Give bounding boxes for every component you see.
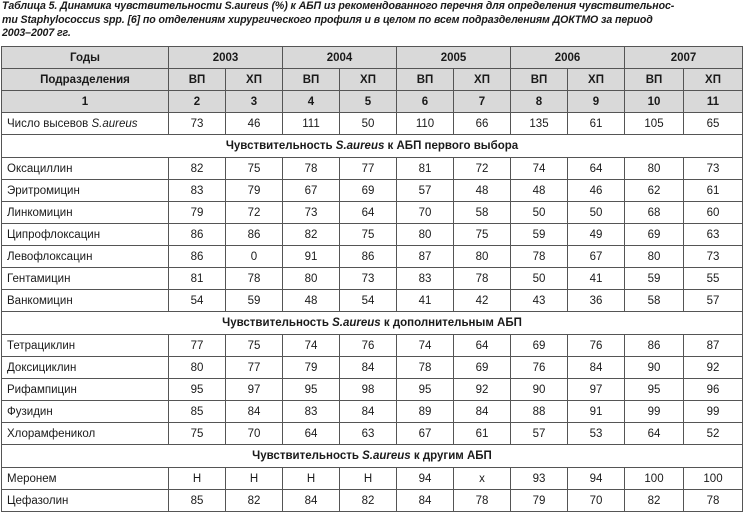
sensitivity-value: 89 (397, 401, 454, 423)
sensitivity-value: 57 (511, 423, 568, 445)
sensitivity-value: 92 (684, 357, 743, 379)
sensitivity-value: 69 (511, 335, 568, 357)
table-row (2, 158, 743, 180)
section-title-prefix: Чувствительность (252, 450, 363, 462)
antibiotic-name: Доксициклин (2, 357, 169, 379)
table-row (2, 224, 743, 246)
sensitivity-value: 92 (454, 379, 511, 401)
sensitivity-value: 82 (226, 490, 283, 512)
unit-header: ВП (625, 69, 684, 91)
sensitivity-value: 77 (340, 158, 397, 180)
isolates-value: 73 (169, 113, 226, 135)
sensitivity-value: 50 (568, 202, 625, 224)
section-title-suffix: к другим АБП (410, 450, 492, 462)
section-header-row (2, 135, 743, 158)
sensitivity-value: Н (169, 468, 226, 490)
sensitivity-value: 48 (283, 290, 340, 312)
section-title-prefix: Чувствительность (225, 140, 336, 152)
antibiotic-name: Эритромицин (2, 180, 169, 202)
sensitivity-value: 49 (568, 224, 625, 246)
unit-header: ХП (340, 69, 397, 91)
sensitivity-value: 91 (283, 246, 340, 268)
sensitivity-value: 48 (454, 180, 511, 202)
column-number: 4 (283, 91, 340, 113)
sensitivity-value: 76 (511, 357, 568, 379)
sensitivity-value: 63 (684, 224, 743, 246)
isolates-value: 110 (397, 113, 454, 135)
isolates-value: 66 (454, 113, 511, 135)
sensitivity-value: 80 (625, 158, 684, 180)
sensitivity-value: 73 (684, 158, 743, 180)
sensitivity-value: 90 (625, 357, 684, 379)
sensitivity-value: 54 (169, 290, 226, 312)
sensitivity-value: 80 (625, 246, 684, 268)
sensitivity-value: 95 (169, 379, 226, 401)
sensitivity-value: 70 (226, 423, 283, 445)
sensitivity-value: 84 (340, 357, 397, 379)
isolates-value: 46 (226, 113, 283, 135)
caption-line-2: ти Staphylococcus spp. [6] по отделениям хирургического профиля и в целом по всем подразделениям ДОКТМО за период (2, 13, 653, 26)
sensitivity-value: 79 (169, 202, 226, 224)
table-row (2, 290, 743, 312)
column-number: 8 (511, 91, 568, 113)
section-title-suffix: к дополнительным АБП (380, 317, 522, 329)
sensitivity-value: 67 (568, 246, 625, 268)
column-number: 3 (226, 91, 283, 113)
sensitivity-value: 75 (226, 158, 283, 180)
table-row (2, 423, 743, 445)
sensitivity-value: 86 (226, 224, 283, 246)
sensitivity-value: 87 (397, 246, 454, 268)
sensitivity-value: 43 (511, 290, 568, 312)
table-row (2, 379, 743, 401)
header-units-row (2, 69, 743, 91)
antibiotic-name: Ванкомицин (2, 290, 169, 312)
sensitivity-value: 73 (340, 268, 397, 290)
sensitivity-value: 97 (568, 379, 625, 401)
sensitivity-value: 78 (684, 490, 743, 512)
sensitivity-value: 48 (511, 180, 568, 202)
antibiotic-name: Цефазолин (2, 490, 169, 512)
sensitivity-value: 100 (625, 468, 684, 490)
sensitivity-value: 58 (625, 290, 684, 312)
sensitivity-value: 50 (511, 202, 568, 224)
isolates-value: 135 (511, 113, 568, 135)
sensitivity-value: 75 (454, 224, 511, 246)
sensitivity-value: 60 (684, 202, 743, 224)
sensitivity-value: 86 (169, 246, 226, 268)
sensitivity-value: 78 (397, 357, 454, 379)
sensitivity-value: 94 (397, 468, 454, 490)
sensitivity-value: 50 (511, 268, 568, 290)
sensitivity-value: 64 (454, 335, 511, 357)
sensitivity-value: Н (340, 468, 397, 490)
antibiotic-name: Фузидин (2, 401, 169, 423)
table-row (2, 268, 743, 290)
isolates-row (2, 113, 743, 135)
sensitivity-value: 85 (169, 401, 226, 423)
sensitivity-value: 80 (169, 357, 226, 379)
sensitivity-value: 100 (684, 468, 743, 490)
unit-header: ХП (684, 69, 743, 91)
sensitivity-value: 84 (397, 490, 454, 512)
sensitivity-value: 75 (340, 224, 397, 246)
column-number: 6 (397, 91, 454, 113)
column-number: 9 (568, 91, 625, 113)
unit-header: ХП (454, 69, 511, 91)
sensitivity-value: 64 (340, 202, 397, 224)
sensitivity-value: 59 (226, 290, 283, 312)
antibiotic-name: Хлорамфеникол (2, 423, 169, 445)
sensitivity-value: 86 (169, 224, 226, 246)
sensitivity-value: 73 (684, 246, 743, 268)
sensitivity-value: 88 (511, 401, 568, 423)
sensitivity-value: 75 (226, 335, 283, 357)
sensitivity-value: 78 (226, 268, 283, 290)
sensitivity-value: 74 (283, 335, 340, 357)
sensitivity-value: 78 (454, 490, 511, 512)
sensitivity-value: 68 (625, 202, 684, 224)
sensitivity-value: 82 (340, 490, 397, 512)
sensitivity-value: 80 (454, 246, 511, 268)
sensitivity-value: 63 (340, 423, 397, 445)
sensitivity-value: 69 (625, 224, 684, 246)
column-number: 10 (625, 91, 684, 113)
sensitivity-value: 87 (684, 335, 743, 357)
column-number: 2 (169, 91, 226, 113)
year-header: 2003 (169, 47, 283, 69)
sensitivity-value: 80 (283, 268, 340, 290)
sensitivity-value: 95 (625, 379, 684, 401)
year-header: 2006 (511, 47, 625, 69)
sensitivity-value: 61 (684, 180, 743, 202)
table-row (2, 468, 743, 490)
sensitivity-value: 81 (397, 158, 454, 180)
sensitivity-value: 86 (340, 246, 397, 268)
sensitivity-value: 81 (169, 268, 226, 290)
units-label: Подразделения (2, 69, 169, 91)
sensitivity-value: 84 (340, 401, 397, 423)
sensitivity-value: Н (283, 468, 340, 490)
sensitivity-value: 59 (625, 268, 684, 290)
sensitivity-value: 97 (226, 379, 283, 401)
isolates-value: 111 (283, 113, 340, 135)
sensitivity-value: 99 (625, 401, 684, 423)
isolates-label-organism: S.aureus (91, 117, 138, 130)
sensitivity-value: 0 (226, 246, 283, 268)
sensitivity-value: 42 (454, 290, 511, 312)
antibiotic-name: Тетрациклин (2, 335, 169, 357)
sensitivity-value: 76 (340, 335, 397, 357)
antibiotic-name: Левофлоксацин (2, 246, 169, 268)
sensitivity-value: 83 (169, 180, 226, 202)
sensitivity-value: 62 (625, 180, 684, 202)
sensitivity-value: 52 (684, 423, 743, 445)
sensitivity-value: 74 (397, 335, 454, 357)
header-years-row (2, 47, 743, 69)
sensitivity-value: 91 (568, 401, 625, 423)
sensitivity-value: 98 (340, 379, 397, 401)
section-title (2, 445, 743, 468)
sensitivity-value: 83 (397, 268, 454, 290)
antibiotic-name: Гентамицин (2, 268, 169, 290)
sensitivity-value: 84 (226, 401, 283, 423)
column-number: 5 (340, 91, 397, 113)
table-caption (2, 0, 740, 41)
sensitivity-value: 72 (454, 158, 511, 180)
sensitivity-value: 72 (226, 202, 283, 224)
sensitivity-value: 64 (283, 423, 340, 445)
section-title (2, 135, 743, 158)
table-row (2, 202, 743, 224)
isolates-label-prefix: Число высевов (7, 117, 92, 130)
table-row (2, 490, 743, 512)
sensitivity-value: 78 (454, 268, 511, 290)
caption-line-1: Таблица 5. Динамика чувствительности S.aureus (%) к АБП из рекомендованного перечня для определения чувствительнос- (2, 0, 675, 12)
sensitivity-value: 76 (568, 335, 625, 357)
sensitivity-value: 41 (568, 268, 625, 290)
section-title-organism: S.aureus (335, 140, 385, 152)
sensitivity-value: 74 (511, 158, 568, 180)
section-header-row (2, 445, 743, 468)
sensitivity-value: 55 (684, 268, 743, 290)
sensitivity-value: 77 (169, 335, 226, 357)
unit-header: ХП (568, 69, 625, 91)
year-header: 2005 (397, 47, 511, 69)
sensitivity-value: 54 (340, 290, 397, 312)
sensitivity-value: 79 (283, 357, 340, 379)
unit-header: ВП (283, 69, 340, 91)
sensitivity-value: 84 (568, 357, 625, 379)
sensitivity-value: 79 (511, 490, 568, 512)
isolates-value: 50 (340, 113, 397, 135)
unit-header: ВП (511, 69, 568, 91)
sensitivity-value: 61 (454, 423, 511, 445)
sensitivity-value: 78 (283, 158, 340, 180)
sensitivity-value: 58 (454, 202, 511, 224)
sensitivity-value: 99 (684, 401, 743, 423)
sensitivity-value: 77 (226, 357, 283, 379)
isolates-value: 65 (684, 113, 743, 135)
table-row (2, 180, 743, 202)
isolates-label (2, 113, 169, 135)
sensitivity-value: 67 (283, 180, 340, 202)
sensitivity-value: 94 (568, 468, 625, 490)
column-number: 1 (2, 91, 169, 113)
sensitivity-value: 83 (283, 401, 340, 423)
sensitivity-value: 57 (684, 290, 743, 312)
unit-header: ВП (397, 69, 454, 91)
sensitivity-table (1, 46, 743, 512)
sensitivity-value: 96 (684, 379, 743, 401)
sensitivity-value: 64 (625, 423, 684, 445)
column-number: 7 (454, 91, 511, 113)
antibiotic-name: Оксациллин (2, 158, 169, 180)
sensitivity-value: 64 (568, 158, 625, 180)
section-title-organism: S.aureus (362, 450, 411, 462)
sensitivity-value: 46 (568, 180, 625, 202)
section-title (2, 312, 743, 335)
sensitivity-value: 79 (226, 180, 283, 202)
sensitivity-value: 57 (397, 180, 454, 202)
sensitivity-value: 53 (568, 423, 625, 445)
unit-header: ВП (169, 69, 226, 91)
section-header-row (2, 312, 743, 335)
sensitivity-value: 84 (283, 490, 340, 512)
antibiotic-name: Линкомицин (2, 202, 169, 224)
sensitivity-value: 41 (397, 290, 454, 312)
sensitivity-value: 78 (511, 246, 568, 268)
caption-line-3: 2003–2007 гг. (2, 27, 71, 39)
table-row (2, 357, 743, 379)
sensitivity-value: 93 (511, 468, 568, 490)
sensitivity-value: Н (226, 468, 283, 490)
sensitivity-value: 69 (454, 357, 511, 379)
table-row (2, 246, 743, 268)
sensitivity-value: 82 (169, 158, 226, 180)
antibiotic-name: Рифампицин (2, 379, 169, 401)
table-row (2, 335, 743, 357)
unit-header: ХП (226, 69, 283, 91)
header-numbers-row (2, 91, 743, 113)
sensitivity-value: 90 (511, 379, 568, 401)
section-title-suffix: к АБП первого выбора (384, 140, 519, 152)
year-header: 2007 (625, 47, 743, 69)
year-header: 2004 (283, 47, 397, 69)
sensitivity-value: 75 (169, 423, 226, 445)
sensitivity-value: 70 (397, 202, 454, 224)
sensitivity-value: 36 (568, 290, 625, 312)
sensitivity-value: х (454, 468, 511, 490)
isolates-value: 61 (568, 113, 625, 135)
sensitivity-value: 80 (397, 224, 454, 246)
sensitivity-value: 59 (511, 224, 568, 246)
sensitivity-value: 69 (340, 180, 397, 202)
sensitivity-value: 86 (625, 335, 684, 357)
sensitivity-value: 82 (625, 490, 684, 512)
years-label: Годы (2, 47, 169, 69)
section-title-prefix: Чувствительность (222, 317, 333, 329)
sensitivity-value: 73 (283, 202, 340, 224)
section-title-organism: S.aureus (332, 317, 381, 329)
antibiotic-name: Ципрофлоксацин (2, 224, 169, 246)
antibiotic-name: Меронем (2, 468, 169, 490)
sensitivity-value: 67 (397, 423, 454, 445)
sensitivity-value: 85 (169, 490, 226, 512)
sensitivity-value: 84 (454, 401, 511, 423)
sensitivity-value: 82 (283, 224, 340, 246)
column-number: 11 (684, 91, 743, 113)
table-row (2, 401, 743, 423)
sensitivity-value: 70 (568, 490, 625, 512)
sensitivity-value: 95 (397, 379, 454, 401)
sensitivity-value: 95 (283, 379, 340, 401)
isolates-value: 105 (625, 113, 684, 135)
